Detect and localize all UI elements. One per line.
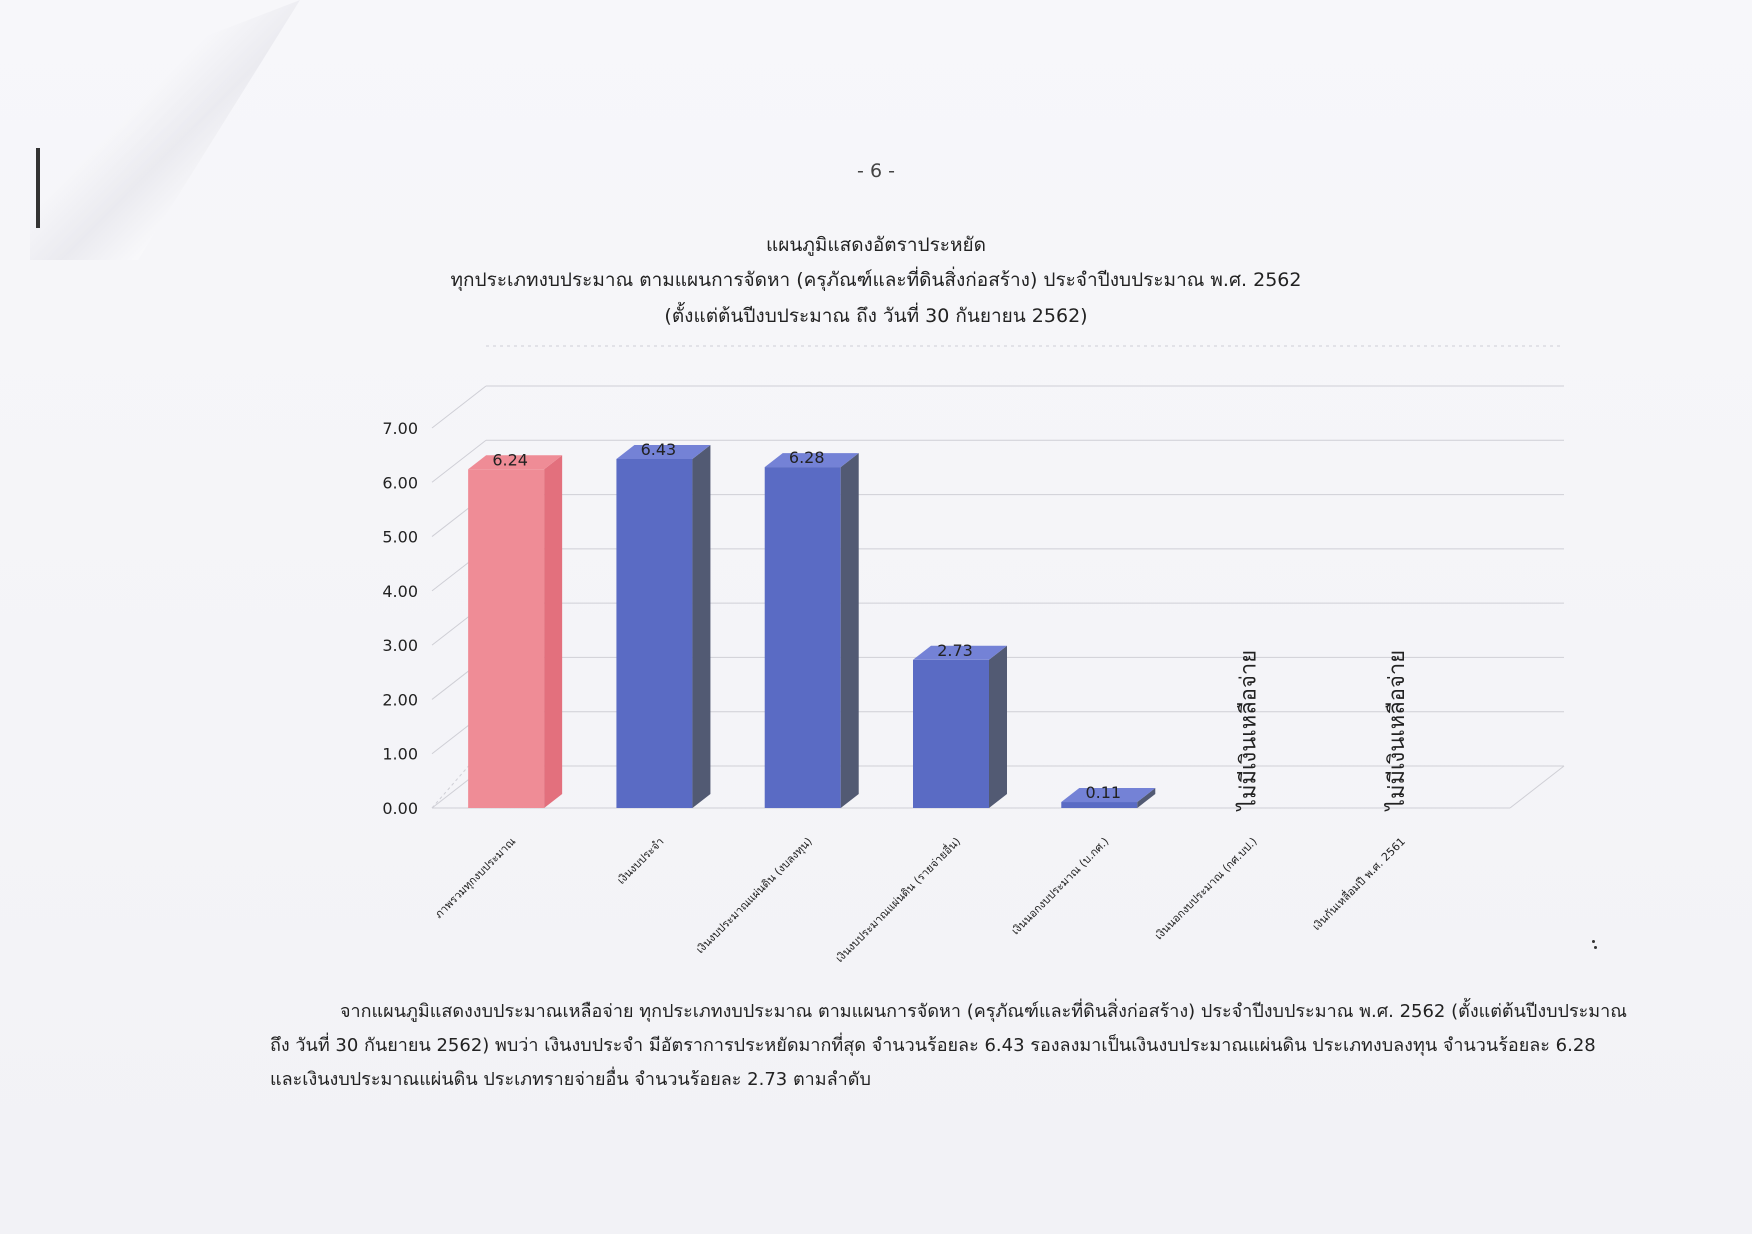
no-remaining-budget-label: ไม่มีเงินเหลือจ่าย: [1236, 649, 1262, 811]
data-label: 2.73: [937, 640, 973, 660]
y-tick-label: 6.00: [382, 473, 418, 493]
x-category-label: เงินงบประจำ: [614, 834, 667, 887]
summary-paragraph: จากแผนภูมิแสดงงบประมาณเหลือจ่าย ทุกประเภทงบประมาณ ตามแผนการจัดหา (ครุภัณฑ์และที่ดินสิ่งก่อสร้าง) ประจำปีงบประมาณ พ.ศ. 2562 (ตั้งแต่ต้นปีงบประมาณ ถึง วันที่ 30 กันยายน 2562) พบว่า เงินงบประจำ มีอัตราการประหยัดมากที่สุด จำนวนร้อยละ 6.43 รองลงมาเป็นเงินงบประมาณแผ่นดิน ประเภทงบลงทุน จำนวนร้อยละ 6.28 และเงินงบประมาณแผ่นดิน ประเภทรายจ่ายอื่น จำนวนร้อยละ 2.73 ตามลำดับ: [270, 1001, 1627, 1090]
bar-side: [544, 455, 562, 808]
chart-subtitle: ทุกประเภทงบประมาณ ตามแผนการจัดหา (ครุภัณฑ์และที่ดินสิ่งก่อสร้าง) ประจำปีงบประมาณ พ.ศ. 2562: [450, 269, 1302, 291]
bar-side: [841, 453, 859, 808]
data-label: 6.28: [788, 448, 825, 468]
chart-title: แผนภูมิแสดงอัตราประหยัด: [766, 234, 986, 256]
floor-depth-line: [1510, 766, 1564, 808]
x-category-label: เงินกันเหลื่อมปี พ.ศ. 2561: [1309, 834, 1408, 933]
bar: [913, 660, 989, 808]
y-tick-label: 1.00: [382, 744, 418, 764]
bar: [616, 459, 692, 808]
gridline-depth: [432, 386, 486, 428]
x-category-label: เงินงบประมาณแผ่นดิน (รายจ่ายอื่น): [833, 834, 964, 966]
no-remaining-budget-label: ไม่มีเงินเหลือจ่าย: [1384, 649, 1410, 811]
y-tick-label: 2.00: [382, 690, 418, 710]
scan-speck: [1592, 940, 1595, 943]
y-tick-label: 5.00: [382, 527, 418, 547]
chart-date-range: (ตั้งแต่ต้นปีงบประมาณ ถึง วันที่ 30 กันยายน 2562): [664, 305, 1088, 327]
bar-side: [989, 646, 1007, 808]
bar: [468, 469, 544, 808]
page-number: - 6 -: [857, 160, 895, 182]
bar-side: [692, 445, 710, 808]
y-tick-label: 3.00: [382, 636, 418, 656]
bar: [1061, 802, 1137, 808]
x-category-label: เงินนอกงบประมาณ (บ.กศ.): [1008, 834, 1112, 938]
y-tick-label: 0.00: [382, 799, 418, 818]
data-label: 6.24: [492, 450, 528, 470]
x-category-label: ภาพรวมทุกงบประมาณ: [432, 834, 519, 921]
x-category-label: เงินนอกงบประมาณ (กศ.บป.): [1152, 834, 1260, 943]
y-tick-label: 4.00: [382, 581, 418, 601]
bar: [765, 467, 841, 808]
data-label: 0.11: [1085, 783, 1122, 803]
data-label: 6.43: [640, 439, 677, 459]
x-category-label: เงินงบประมาณแผ่นดิน (งบลงทุน): [693, 834, 815, 957]
scan-speck: [1594, 946, 1597, 949]
y-tick-label: 7.00: [382, 419, 418, 438]
